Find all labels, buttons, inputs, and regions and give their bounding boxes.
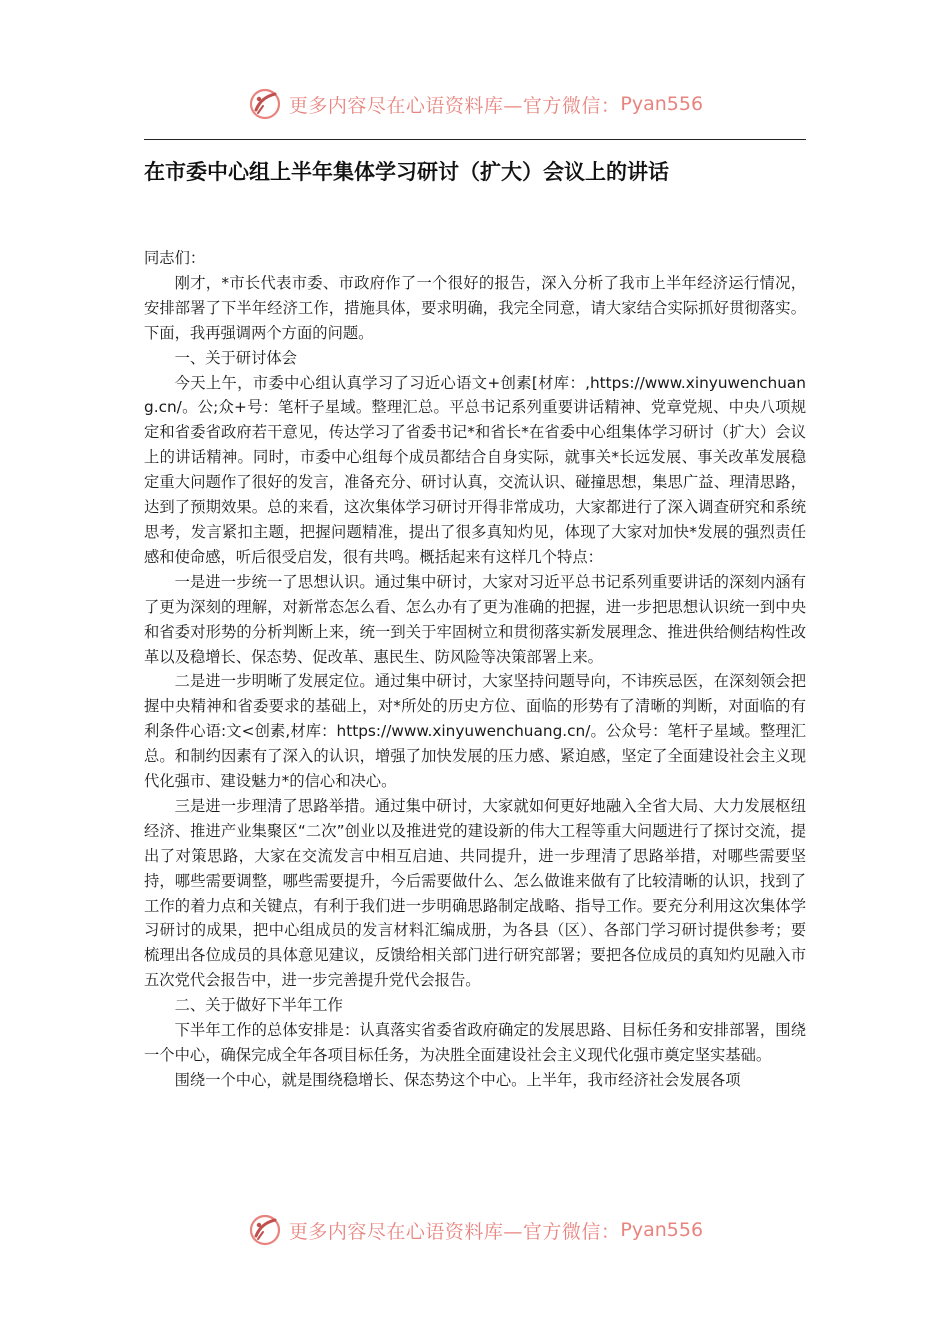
- paragraph: 刚才，*市长代表市委、市政府作了一个很好的报告，深入分析了我市上半年经济运行情况，安排部署了下半年经济工作，措施具体，要求明确，我完全同意，请大家结合实际抓好贯彻落实。下面，我再强调两个方面的问题。: [144, 273, 806, 342]
- document-title: 在市委中心组上半年集体学习研讨（扩大）会议上的讲话: [144, 160, 669, 184]
- watermark-text: 更多内容尽在心语资料库—官方微信：: [288, 1220, 621, 1243]
- paragraph: 三是进一步理清了思路举措。通过集中研讨，大家就如何更好地融入全省大局、大力发展枢纽经济、推进产业集聚区“二次”创业以及推进党的建设新的伟大工程等重大问题进行了探讨交流，提出了对策思路，大家在交流发言中相互启迪、共同提升，进一步理清了思路举措，对哪些需要坚持，哪些需要调整，哪些需要提升，今后需要做什么、怎么做谁来做有了比较清晰的认识，找到了工作的着力点和关键点，有利于我们进一步明确思路制定战略、指导工作。要充分利用这次集体学习研讨的成果，把中心组成员的发言材料汇编成册，为各县（区）、各部门学习研讨提供参考；要梳理出各位成员的具体意见建议，反馈给相关部门进行研究部署；要把各位成员的真知灼见融入市五次党代会报告中，进一步完善提升党代会报告。: [144, 796, 806, 990]
- document-body: [144, 246, 806, 1093]
- section-heading-1: 一、关于研讨体会: [174, 348, 297, 367]
- watermark-wechat-id: Pyan556: [620, 93, 704, 115]
- section-heading-2: 二、关于做好下半年工作: [174, 996, 343, 1015]
- paragraph: 下半年工作的总体安排是：认真落实省委省政府确定的发展思路、目标任务和安排部署，围绕一个中心，确保完成全年各项目标任务，为决胜全面建设社会主义现代化强市奠定坚实基础。: [144, 1021, 806, 1064]
- salutation: 同志们：: [144, 249, 206, 267]
- pen-logo-icon: [247, 1212, 283, 1248]
- bottom-watermark: [0, 1208, 950, 1252]
- watermark-text: 更多内容尽在心语资料库—官方微信：: [288, 94, 621, 117]
- top-watermark: [0, 82, 950, 126]
- paragraph: 一是进一步统一了思想认识。通过集中研讨，大家对习近平总书记系列重要讲话的深刻内涵有了更为深刻的理解，对新常态怎么看、怎么办有了更为准确的把握，进一步把思想认识统一到中央和省委对形势的分析判断上来，统一到关于牢固树立和贯彻落实新发展理念、推进供给侧结构性改革以及稳增长、保态势、促改革、惠民生、防风险等决策部署上来。: [144, 572, 806, 666]
- paragraph: 二是进一步明晰了发展定位。通过集中研讨，大家坚持问题导向，不讳疾忌医，在深刻领会把握中央精神和省委要求的基础上，对*所处的历史方位、面临的形势有了清晰的判断，对面临的有利条件心语:文<创素,材库：https://www.xinyuwenchuang.cn/。公众号：笔杆子星域。整理汇总。和制约因素有了深入的认识，增强了加快发展的压力感、紧迫感，坚定了全面建设社会主义现代化强市、建设魅力*的信心和决心。: [144, 672, 806, 791]
- pen-logo-icon: [247, 86, 283, 122]
- watermark-wechat-id: Pyan556: [620, 1219, 704, 1241]
- paragraph: 今天上午，市委中心组认真学习了习近心语文+创素[材库：,https://www.xinyuwenchuang.cn/。公;众+号：笔杆子星域。整理汇总。平总书记系列重要讲话精神、党章党规、中央八项规定和省委省政府若干意见，传达学习了省委书记*和省长*在省委中心组集体学习研讨（扩大）会议上的讲话精神。同时，市委中心组每个成员都结合自身实际，就事关*长远发展、事关改革发展稳定重大问题作了很好的发言，准备充分、研讨认真，交流认识、碰撞思想，集思广益、理清思路，达到了预期效果。总的来看，这次集体学习研讨开得非常成功，大家都进行了深入调查研究和系统思考，发言紧扣主题，把握问题精准，提出了很多真知灼见，体现了大家对加快*发展的强烈责任感和使命感，听后很受启发，很有共鸣。概括起来有这样几个特点：: [144, 373, 806, 566]
- header-rule: [144, 139, 806, 140]
- paragraph: 围绕一个中心，就是围绕稳增长、保态势这个中心。上半年，我市经济社会发展各项: [174, 1070, 741, 1089]
